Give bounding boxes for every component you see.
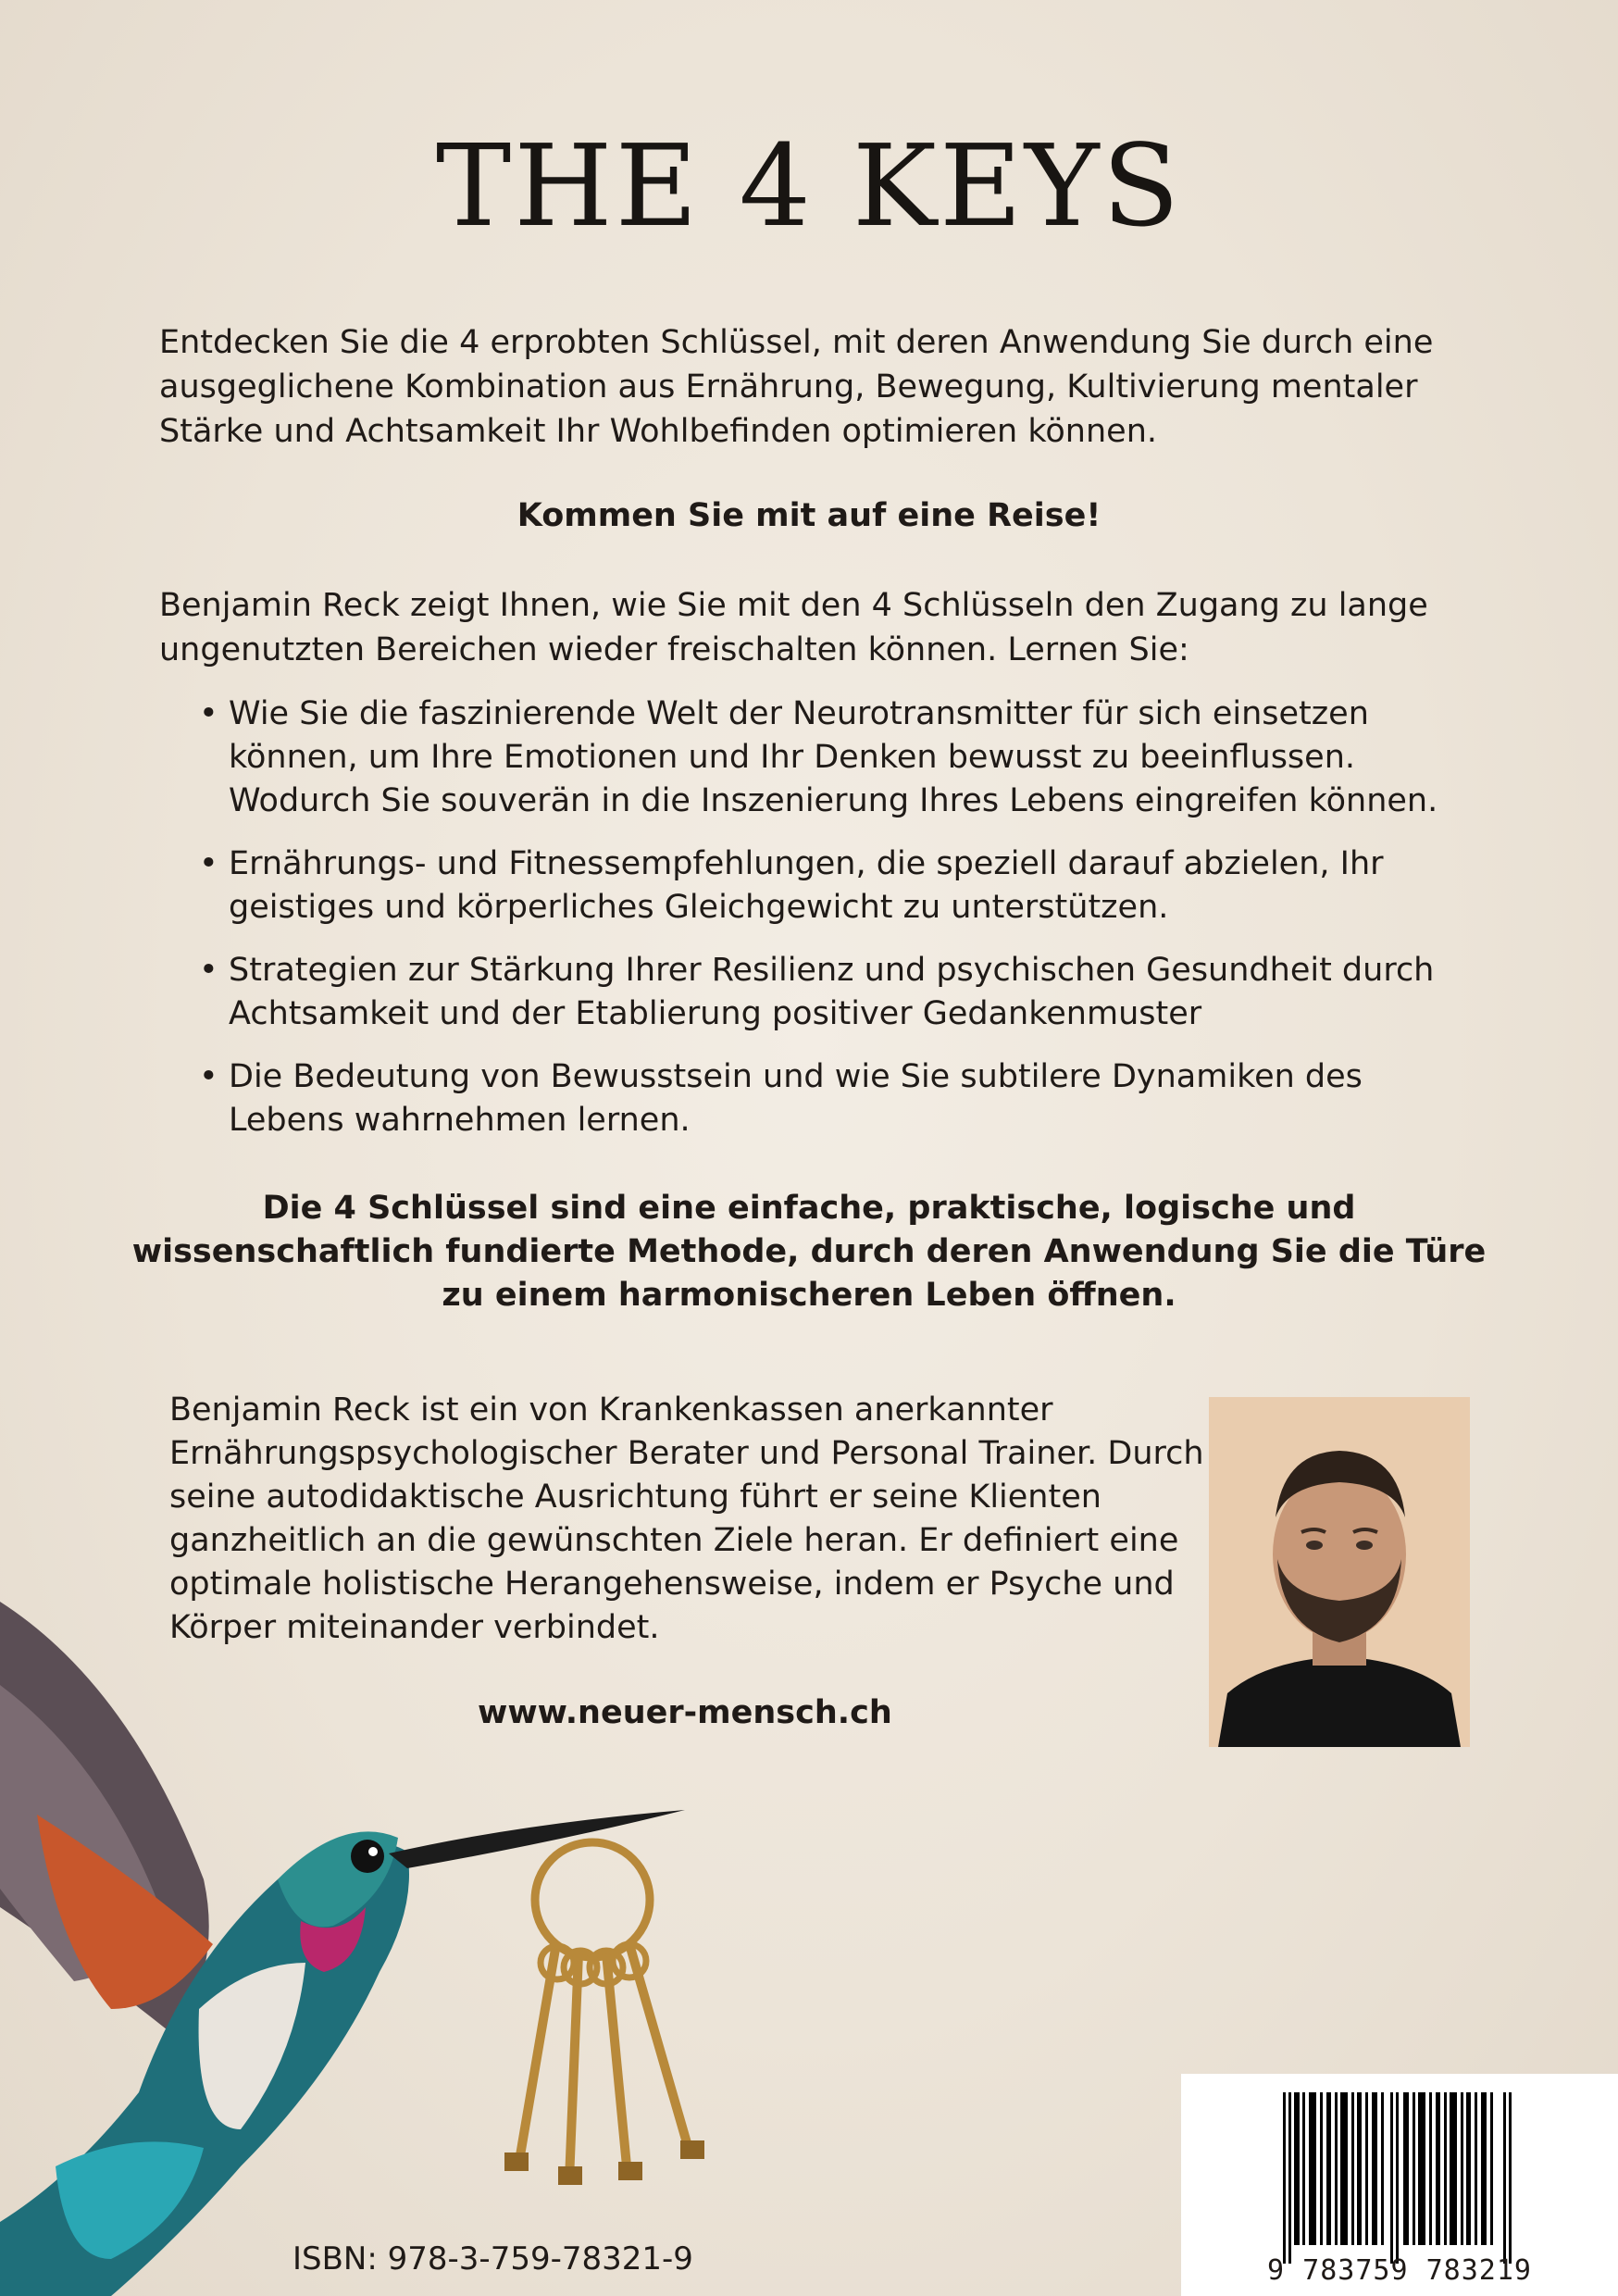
list-item xyxy=(199,1055,1476,1142)
list-item-text: Ernährungs- und Fitnessempfehlungen, die speziell darauf abzielen, Ihr geistiges und körperliches Gleichgewicht zu unterstützen. xyxy=(229,845,1384,926)
author-portrait-icon xyxy=(1209,1397,1470,1747)
barcode-bars-icon xyxy=(1283,2092,1514,2264)
journey-heading: Kommen Sie mit auf eine Reise! xyxy=(517,497,1101,534)
lead-paragraph: Benjamin Reck zeigt Ihnen, wie Sie mit den 4 Schlüsseln den Zugang zu lange ungenutzten Bereichen wieder freischalten können. Lernen Sie: xyxy=(159,587,1428,668)
bullet-icon: • xyxy=(199,952,218,989)
benefits-list xyxy=(199,693,1476,1162)
book-title: THE 4 KEYS xyxy=(435,120,1183,252)
author-photo xyxy=(1209,1397,1470,1747)
list-item xyxy=(199,842,1476,930)
method-claim: Die 4 Schlüssel sind eine einfache, praktische, logische und wissenschaftlich fundierte Methode, durch deren Anwendung Sie die Türe zu einem harmonischeren Leben öffnen. xyxy=(131,1190,1487,1314)
bullet-icon: • xyxy=(199,1058,218,1095)
list-item-text: Strategien zur Stärkung Ihrer Resilienz und psychischen Gesundheit durch Achtsamkeit und der Etablierung positiver Gedankenmuster xyxy=(229,952,1435,1032)
intro-paragraph: Entdecken Sie die 4 erprobten Schlüssel, mit deren Anwendung Sie durch eine ausgeglichene Kombination aus Ernährung, Bewegung, Kultivierung mentaler Stärke und Achtsamkeit Ihr Wohlbefinden optimieren können. xyxy=(159,324,1434,450)
list-item-text: Die Bedeutung von Bewusstsein und wie Sie subtilere Dynamiken des Lebens wahrnehmen lernen. xyxy=(229,1058,1363,1139)
list-item xyxy=(199,949,1476,1036)
list-item-text: Wie Sie die faszinierende Welt der Neurotransmitter für sich einsetzen können, um Ihre Emotionen und Ihr Denken bewusst zu beeinflussen. Wodurch Sie souverän in die Inszenierung Ihres Lebens eingreifen können. xyxy=(229,695,1438,819)
hummingbird-with-keys-illustration xyxy=(0,1574,741,2296)
author-bio: Benjamin Reck ist ein von Krankenkassen anerkannter Ernährungspsychologischer Berater und Personal Trainer. Durch seine autodidaktische Ausrichtung führt er seine Klienten ganzheitlich an die gewünschten Ziele heran. Er definiert eine optimale holistische Herangehensweise, indem er Psyche und Körper miteinander verbindet. xyxy=(169,1391,1204,1646)
barcode xyxy=(1181,2074,1618,2296)
bullet-icon: • xyxy=(199,695,218,732)
isbn-label: ISBN: 978-3-759-78321-9 xyxy=(292,2240,693,2277)
bullet-icon: • xyxy=(199,845,218,882)
list-item xyxy=(199,693,1476,823)
website-link[interactable]: www.neuer-mensch.ch xyxy=(478,1694,892,1731)
barcode-digits: 9 783759 783219 xyxy=(1267,2254,1532,2287)
